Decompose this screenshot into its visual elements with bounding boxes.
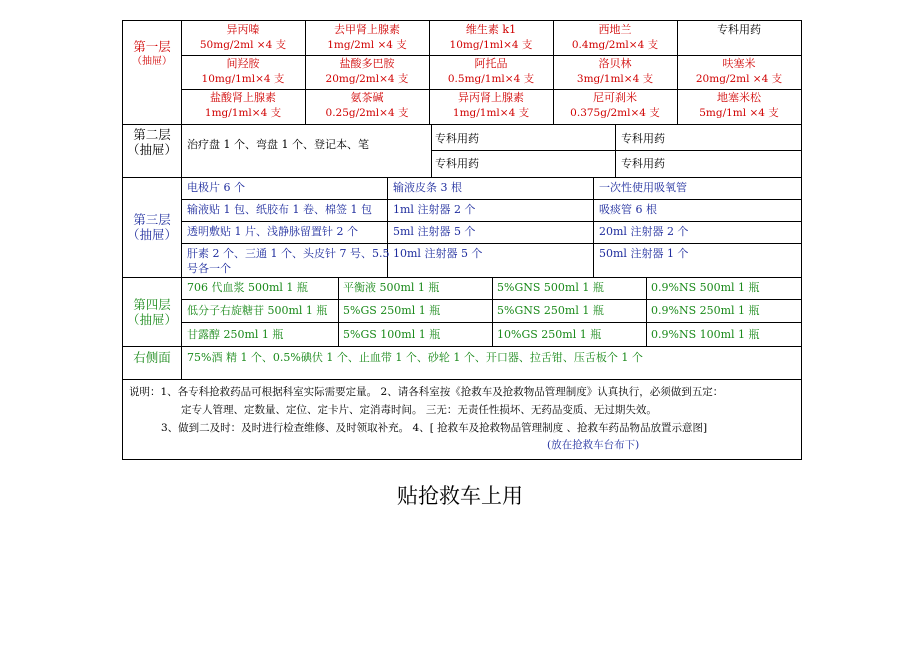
- layer4-label: [123, 297, 181, 327]
- layer3-cell: 5ml 注射器 5 个: [393, 225, 476, 238]
- drug-dose: 0.25g/2ml×4 支: [325, 107, 409, 119]
- layer1-title: 第一层: [133, 39, 171, 54]
- drug-dose: 0.375g/2ml×4 支: [570, 107, 660, 119]
- layer3-cell-continued: 号各一个: [187, 262, 231, 275]
- layer4-cell: 5%GS 100ml 1 瓶: [343, 328, 441, 341]
- grid-line: [123, 124, 801, 125]
- layer4-cell: 0.9%NS 100ml 1 瓶: [651, 328, 760, 341]
- layer4-cell: 5%GNS 500ml 1 瓶: [497, 281, 604, 294]
- drug-dose: 1mg/2ml ×4 支: [327, 39, 407, 51]
- drug-name: 地塞米松: [717, 91, 761, 104]
- note-line: 定专人管理、定数量、定位、定卡片、定消毒时间。 三无：无责任性损坏、无药品变质、无过期失效。: [181, 404, 657, 416]
- layer3-cell: 电极片 6 个: [187, 181, 245, 194]
- drug-name: 间羟胺: [226, 57, 260, 70]
- drug-dose: 10mg/1ml×4 支: [201, 73, 285, 85]
- grid-line: [593, 177, 594, 277]
- layer1-cell: [305, 57, 429, 86]
- drug-name: 异丙肾上腺素: [458, 91, 524, 104]
- layer4-cell: 低分子右旋糖苷 500ml 1 瓶: [187, 304, 328, 317]
- grid-line: [123, 346, 801, 347]
- drug-dose: 20mg/2ml×4 支: [325, 73, 409, 85]
- drug-dose: 0.5mg/1ml×4 支: [447, 73, 535, 85]
- layer4-cell: 0.9%NS 250ml 1 瓶: [651, 304, 760, 317]
- layer4-cell: 0.9%NS 500ml 1 瓶: [651, 281, 760, 294]
- layer2-cell: 专科用药: [435, 157, 479, 170]
- layer4-cell: 平衡液 500ml 1 瓶: [343, 281, 440, 294]
- side-cell: 75%酒 精 1 个、0.5%碘伏 1 个、止血带 1 个、砂轮 1 个、开口器、拉舌钳、压舌板个 1 个: [187, 351, 643, 364]
- grid-line: [615, 124, 616, 177]
- layer1-cell: [429, 57, 553, 86]
- layer1-cell: [553, 91, 677, 120]
- drug-name: 尼可刹米: [593, 91, 637, 104]
- layer1-subtitle: （抽屉）: [132, 56, 172, 67]
- note-line: 3、做到二及时：及时进行检查维修、及时领取补充。 4、[ 抢救车及抢救物品管理制度 、抢救车药品物品放置示意图]: [161, 422, 708, 434]
- drug-name: 盐酸肾上腺素: [210, 91, 276, 104]
- drug-name: 阿托品: [474, 57, 508, 70]
- drug-dose: 10mg/1ml×4 支: [449, 39, 533, 51]
- drug-dose: 3mg/1ml×4 支: [576, 73, 654, 85]
- layer4-subtitle: （抽屉）: [126, 312, 177, 327]
- layer4-cell: 5%GNS 250ml 1 瓶: [497, 304, 604, 317]
- layer2-cell: 专科用药: [621, 157, 665, 170]
- grid-line: [123, 277, 801, 278]
- grid-line: [123, 379, 801, 380]
- layer1-label: [123, 39, 181, 69]
- layer1-cell: [429, 23, 553, 52]
- grid-line: [431, 150, 801, 151]
- grid-line: [181, 221, 801, 222]
- drug-name: 异丙嗪: [226, 23, 260, 36]
- grid-line: [338, 277, 339, 346]
- drug-dose: 5mg/1ml ×4 支: [699, 107, 779, 119]
- layer3-cell: 输液皮条 3 根: [393, 181, 462, 194]
- layer3-label: [123, 212, 181, 242]
- grid-line: [123, 177, 801, 178]
- layer1-cell: [553, 23, 677, 52]
- drug-name: 氨茶碱: [350, 91, 384, 104]
- layer3-cell: 透明敷贴 1 片、浅静脉留置针 2 个: [187, 225, 358, 238]
- layer2-title: 第二层: [133, 127, 171, 142]
- grid-line: [181, 89, 801, 90]
- layer1-cell: [305, 91, 429, 120]
- layer3-cell: 肝素 2 个、三通 1 个、头皮针 7 号、5.5: [187, 247, 390, 260]
- note-line: (放在抢救车台布下): [547, 439, 640, 451]
- layer4-cell: 5%GS 250ml 1 瓶: [343, 304, 441, 317]
- layer3-cell: 50ml 注射器 1 个: [599, 247, 689, 260]
- layer4-cell: 10%GS 250ml 1 瓶: [497, 328, 602, 341]
- drug-name: 西地兰: [598, 23, 632, 36]
- layer4-title: 第四层: [133, 297, 171, 312]
- grid-line: [181, 55, 801, 56]
- layer1-cell: [181, 57, 305, 86]
- layer3-cell: 10ml 注射器 5 个: [393, 247, 483, 260]
- layer3-title: 第三层: [133, 212, 171, 227]
- page-title: 贴抢救车上用: [397, 484, 523, 508]
- layer1-cell: [181, 23, 305, 52]
- layer1-cell: [305, 23, 429, 52]
- layer2-label: [123, 127, 181, 157]
- layer3-cell: 一次性使用吸氧管: [599, 181, 687, 194]
- layer1-cell: [677, 57, 801, 86]
- layer1-cell: [677, 91, 801, 120]
- layer4-cell: 706 代血浆 500ml 1 瓶: [187, 281, 308, 294]
- grid-line: [431, 124, 432, 177]
- layer2-subtitle: （抽屉）: [126, 142, 177, 157]
- drug-name: 维生素 k1: [465, 23, 517, 36]
- layer1-cell: [553, 57, 677, 86]
- drug-dose: 1mg/1ml×4 支: [204, 107, 282, 119]
- layer1-cell: [429, 91, 553, 120]
- drug-name: 去甲肾上腺素: [334, 23, 400, 36]
- grid-line: [181, 243, 801, 244]
- layer3-cell: 吸痰管 6 根: [599, 203, 657, 216]
- emergency-cart-table: [122, 20, 802, 460]
- grid-line: [387, 177, 388, 277]
- grid-line: [492, 277, 493, 346]
- layer2-cell: 专科用药: [621, 132, 665, 145]
- grid-line: [181, 299, 801, 300]
- layer1-cell: [677, 23, 801, 36]
- grid-line: [646, 277, 647, 346]
- layer2-cell: 专科用药: [435, 132, 479, 145]
- note-line: 说明：1、各专科抢救药品可根据科室实际需要定量。 2、请各科室按《抢救车及抢救物品管理制度》认真执行，必须做到五定：: [129, 386, 724, 398]
- layer3-cell: 20ml 注射器 2 个: [599, 225, 689, 238]
- drug-dose: 20mg/2ml ×4 支: [695, 73, 783, 85]
- side-label: 右侧面: [133, 350, 171, 365]
- drug-dose: 50mg/2ml ×4 支: [199, 39, 287, 51]
- layer3-subtitle: （抽屉）: [126, 227, 177, 242]
- layer2-left-cell: 治疗盘 1 个、弯盘 1 个、登记本、笔: [187, 138, 369, 151]
- grid-line: [181, 322, 801, 323]
- drug-name: 呋塞米: [722, 57, 756, 70]
- layer3-cell: 输液贴 1 包、纸胶布 1 卷、棉签 1 包: [187, 203, 372, 216]
- drug-name: 专科用药: [717, 23, 761, 36]
- drug-dose: 0.4mg/2ml×4 支: [571, 39, 659, 51]
- layer4-cell: 甘露醇 250ml 1 瓶: [187, 328, 284, 341]
- grid-line: [181, 199, 801, 200]
- layer3-cell: 1ml 注射器 2 个: [393, 203, 476, 216]
- drug-name: 盐酸多巴胺: [339, 57, 395, 70]
- drug-name: 洛贝林: [598, 57, 632, 70]
- layer1-cell: [181, 91, 305, 120]
- drug-dose: 1mg/1ml×4 支: [452, 107, 530, 119]
